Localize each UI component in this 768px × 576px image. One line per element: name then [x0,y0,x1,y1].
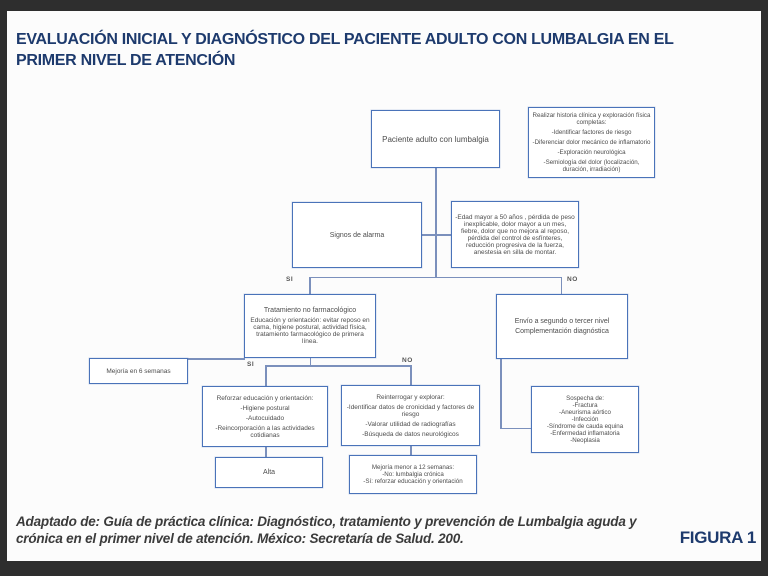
connector-branch-bottom [265,365,411,367]
node-sospecha-de: Sospecha de: -Fractura -Aneurisma aórtico -Infección -Síndrome de cauda equina -Enfermedad inflamatoria -Neoplasia [531,386,639,453]
node-alta: Alta [215,457,323,488]
connector-drop-reinterrogar [410,365,412,385]
node-reinterrogar-explorar: Reinterrogar y explorar: -Identificar datos de cronicidad y factores de riesgo -Valorar utilidad de radiografías -Búsqueda de datos neurológicos [341,385,480,446]
connector-mejoria6-tratamiento [188,358,245,360]
connector-drop-reforzar [265,365,267,386]
node-tratamiento-no-farmacologico: Tratamiento no farmacológico Educación y orientación: evitar reposo en cama, higiene postural, actividad física, tratamiento farmacológico de primera línea. [244,294,376,358]
page-title: EVALUACIÓN INICIAL Y DIAGNÓSTICO DEL PACIENTE ADULTO CON LUMBALGIA EN EL PRIMER NIVEL DE ATENCIÓN [16,31,674,69]
connector-drop-tratamiento [309,277,311,295]
source-caption: Adaptado de: Guía de práctica clínica: Diagnóstico, tratamiento y prevención de Lumbalgia aguda y crónica en el primer nivel de atención. México: Secretaría de Salud. 200. [16,514,637,546]
connector-to-sospecha [500,428,531,430]
node-mejoria-menor-12-semanas: Mejoría menor a 12 semanas: -No: lumbalgia crónica -Sí: reforzar educación y orientación [349,455,477,494]
figure-number-label: FIGURA 1 [679,528,756,547]
edge-label-si-top: SI [286,276,294,283]
connector-envio-down [500,359,502,429]
edge-label-no-bottom: NO [402,357,413,364]
connector-signos-alarma [422,234,451,236]
edge-label-si-bottom: SI [247,361,255,368]
node-mejoria-6-semanas: Mejoría en 6 semanas [89,358,188,384]
node-paciente-adulto-con-lumbalgia: Paciente adulto con lumbalgia [371,110,500,168]
connector-branch-top [309,277,562,279]
node-historia-clinica: Realizar historia clínica y exploración física completas: -Identificar factores de riesgo -Diferenciar dolor mecánico de inflamatorio -Exploración neurológica -Semiología del dolor (localización, duración, irradiación) [528,107,655,178]
connector-reforzar-alta [265,447,267,457]
node-envio-segundo-tercer-nivel: Envío a segundo o tercer nivel Complementación diagnóstica [496,294,628,359]
connector-drop-envio [561,277,563,295]
connector-reinterrogar-mejoria12 [410,446,412,455]
node-signos-alarma-detalle: -Edad mayor a 50 años , pérdida de peso inexplicable, dolor mayor a un mes, fiebre, dolor que no mejora al reposo, pérdida del control de esfínteres, reducción progresiva de la fuerza, anestesia en silla de montar. [451,201,579,268]
node-reforzar-educacion: Reforzar educación y orientación: -Higiene postural -Autocuidado -Reincorporación a las actividades cotidianas [202,386,328,447]
node-signos-de-alarma: Signos de alarma [292,202,422,268]
connector-paciente-down [435,168,437,277]
edge-label-no-top: NO [567,276,578,283]
